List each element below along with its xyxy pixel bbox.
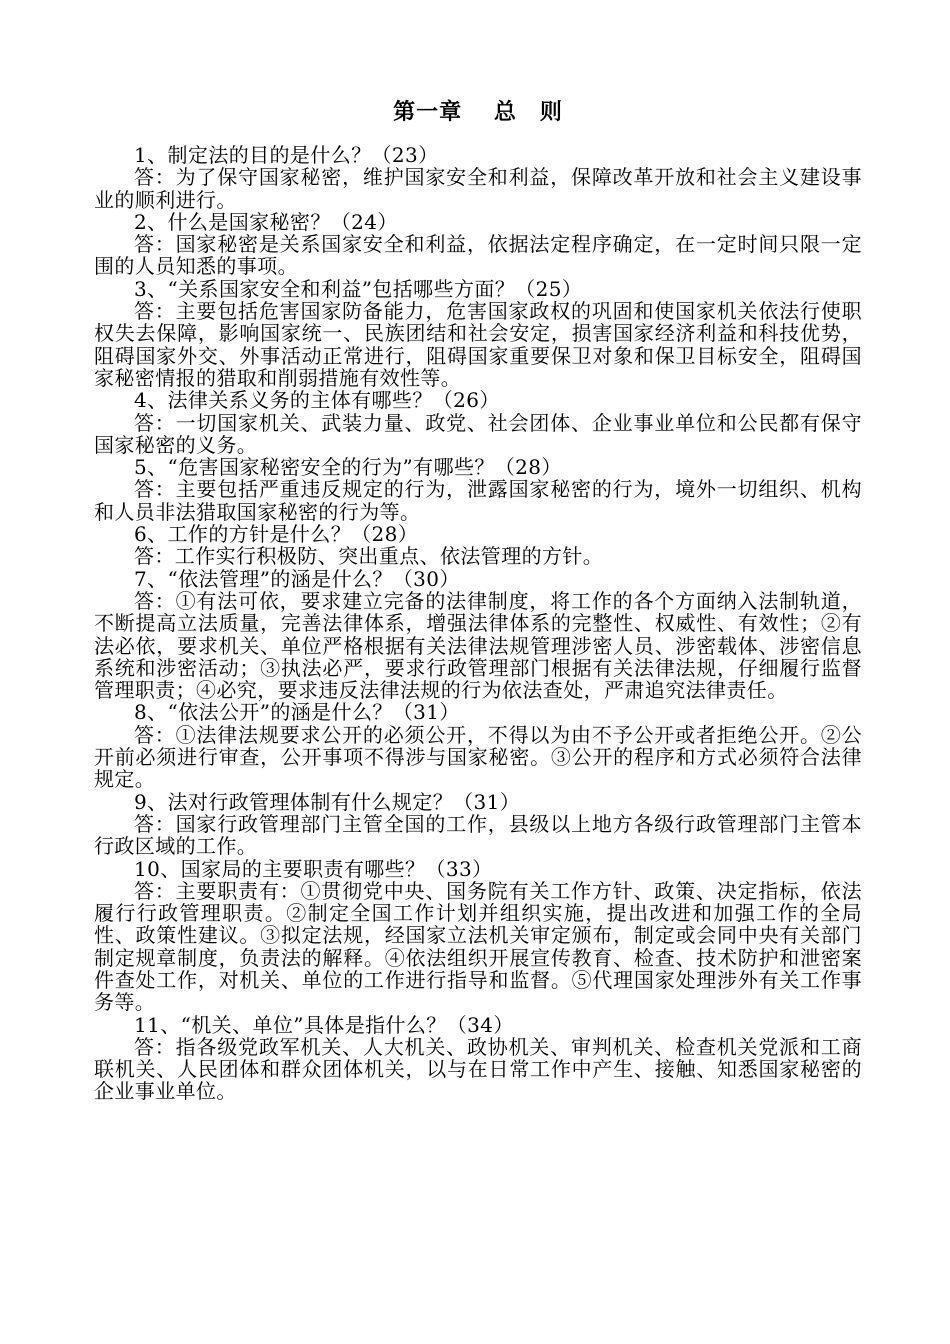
- answer-5: 答：主要包括严重违反规定的行为，泄露国家秘密的行为，境外一切组织、机构和人员非法猎取国家秘密的行为等。: [94, 477, 862, 524]
- question-8: 8、“依法公开”的涵是什么？（31）: [134, 700, 460, 725]
- answer-7: 答：①有法可依，要求建立完备的法律制度，将工作的各个方面纳入法制轨道，不断提高立法质量，完善法律体系，增强法律体系的完整性、权威性、有效性；②有法必依，要求机关、单位严格根据有关法律法规管理涉密人员、涉密载体、涉密信息系统和涉密活动；③执法必严，要求行政管理部门根据有关法律法规，仔细履行监督管理职责；④必究，要求违反法律法规的行为依法查处，严肃追究法律责任。: [94, 588, 862, 703]
- question-2: 2、什么是国家秘密？（24）: [134, 209, 398, 234]
- answer-10: 答：主要职责有：①贯彻党中央、国务院有关工作方针、政策、决定指标，依法履行行政管理职责。②制定全国工作计划并组织实施，提出改进和加强工作的全局性、政策性建议。③拟定法规，经国家立法机关审定颁布，制定或会同中央有关部门制定规章制度，负责法的解释。④依法组织开展宣传教育、检查、技术防护和泄密案件查处工作，对机关、单位的工作进行指导和监督。⑤代理国家处理涉外有关工作事务等。: [94, 878, 862, 1015]
- question-9: 9、法对行政管理体制有什么规定？（31）: [134, 789, 521, 814]
- question-5: 5、“危害国家秘密安全的行为”有哪些？（28）: [134, 455, 562, 480]
- question-1: 1、制定法的目的是什么？（23）: [134, 143, 439, 167]
- answer-6: 答：工作实行积极防、突出重点、依法管理的方针。: [134, 544, 604, 569]
- question-10: 10、国家局的主要职责有哪些？（33）: [134, 856, 493, 881]
- question-3: 3、“关系国家安全和利益”包括哪些方面？（25）: [134, 276, 583, 301]
- question-7: 7、“依法管理”的涵是什么？（30）: [134, 566, 460, 591]
- answer-3: 答：主要包括危害国家防备能力，危害国家政权的巩固和使国家机关依法行使职权失去保障，影响国家统一、民族团结和社会安定，损害国家经济利益和科技优势，阻碍国家外交、外事活动正常进行，阻碍国家重要保卫对象和保卫目标安全，阻碍国家秘密情报的猎取和削弱措施有效性等。: [94, 299, 862, 390]
- question-6: 6、工作的方针是什么？（28）: [134, 522, 419, 547]
- document-page: [94, 96, 862, 1103]
- answer-9: 答：国家行政管理部门主管全国的工作，县级以上地方各级行政管理部门主管本行政区域的工作。: [94, 811, 862, 859]
- question-4: 4、法律关系义务的主体有哪些？（26）: [134, 388, 500, 413]
- qa-list: [94, 144, 862, 1103]
- answer-1: 答：为了保守国家秘密，维护国家安全和利益，保障改革开放和社会主义建设事业的顺利进行。: [94, 165, 862, 212]
- answer-8: 答：①法律法规要求公开的必须公开，不得以为由不予公开或者拒绝公开。②公开前必须进行审查，公开事项不得涉与国家秘密。③公开的程序和方式必须符合法律规定。: [94, 722, 862, 792]
- chapter-title: 第一章 总 则: [393, 100, 563, 125]
- answer-2: 答：国家秘密是关系国家安全和利益，依据法定程序确定，在一定时间只限一定围的人员知悉的事项。: [94, 232, 862, 279]
- answer-11: 答：指各级党政军机关、人大机关、政协机关、审判机关、检查机关党派和工商联机关、人民团体和群众团体机关，以与在日常工作中产生、接触、知悉国家秘密的企业事业单位。: [94, 1034, 862, 1104]
- answer-4: 答：一切国家机关、武装力量、政党、社会团体、企业事业单位和公民都有保守国家秘密的义务。: [94, 410, 862, 457]
- question-11: 11、“机关、单位”具体是指什么？（34）: [134, 1012, 514, 1037]
